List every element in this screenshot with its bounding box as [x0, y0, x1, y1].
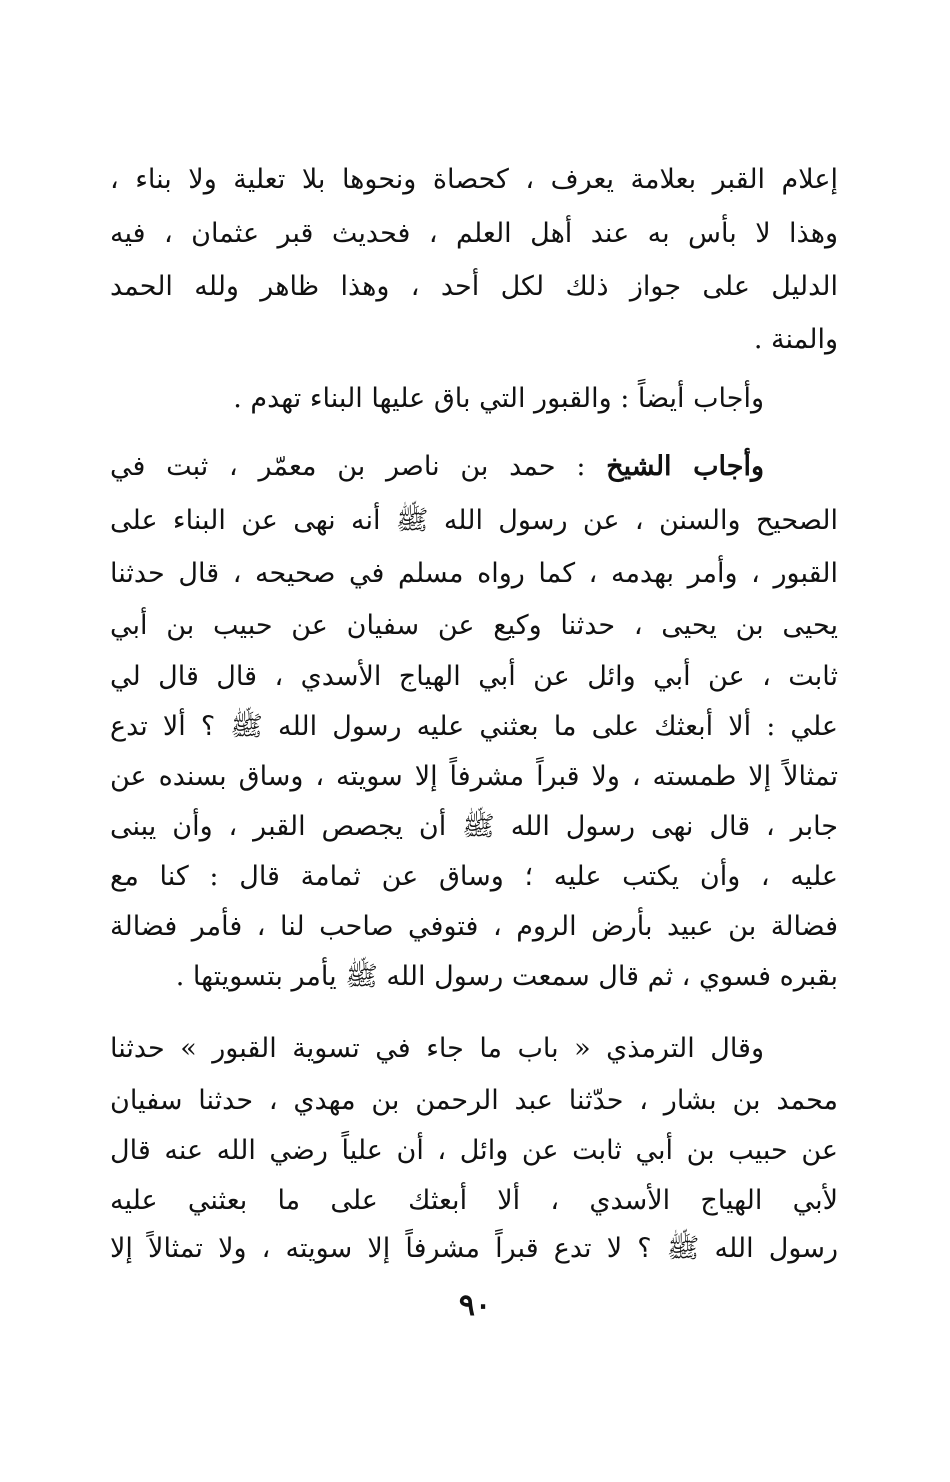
paragraph-lead: وأجاب الشيخ: [606, 451, 764, 482]
text-line: عليه ، وأن يكتب عليه ؛ وساق عن ثمامة قال : كنا مع: [110, 861, 838, 892]
text-line: فضالة بن عبيد بأرض الروم ، فتوفي صاحب لنا ، فأمر فضالة: [110, 911, 838, 942]
text-line: محمد بن بشار ، حدّثنا عبد الرحمن بن مهدي ، حدثنا سفيان: [110, 1085, 838, 1116]
text-line: عن حبيب بن أبي ثابت عن وائل ، أن علياً رضي الله عنه قال: [110, 1135, 838, 1166]
text-line: وقال الترمذي « باب ما جاء في تسوية القبور » حدثنا: [110, 1033, 764, 1064]
text-line: ثابت ، عن أبي وائل عن أبي الهياج الأسدي ، قال قال لي: [110, 661, 838, 692]
page-number: ٩٠: [458, 1288, 492, 1323]
text-line: وأجاب أيضاً : والقبور التي باق عليها البناء تهدم .: [233, 383, 764, 414]
text-line: إعلام القبر بعلامة يعرف ، كحصاة ونحوها بلا تعلية ولا بناء ،: [110, 164, 838, 195]
text-line: القبور ، وأمر بهدمه ، كما رواه مسلم في صحيحه ، قال حدثنا: [110, 558, 838, 589]
text-line: الدليل على جواز ذلك لكل أحد ، وهذا ظاهر ولله الحمد: [110, 271, 838, 302]
text-line: رسول الله ﷺ ؟ لا تدع قبراً مشرفاً إلا سويته ، ولا تمثالاً إلا: [110, 1233, 838, 1264]
lead-continuation: : حمد بن ناصر بن معمّر ، ثبت في: [110, 451, 607, 482]
text-line: بقبره فسوي ، ثم قال سمعت رسول الله ﷺ يأمر بتسويتها .: [175, 961, 838, 992]
text-line: جابر ، قال نهى رسول الله ﷺ أن يجصص القبر ، وأن يبنى: [110, 811, 838, 842]
text-line: الصحيح والسنن ، عن رسول الله ﷺ أنه نهى عن البناء على: [110, 505, 838, 536]
text-line: وهذا لا بأس به عند أهل العلم ، فحديث قبر عثمان ، فيه: [110, 218, 838, 249]
text-line-with-lead: [110, 440, 764, 494]
text-line: لأبي الهياج الأسدي ، ألا أبعثك على ما بعثني عليه: [110, 1185, 838, 1216]
text-line: يحيى بن يحيى ، حدثنا وكيع عن سفيان عن حبيب بن أبي: [110, 610, 838, 641]
text-line: علي : ألا أبعثك على ما بعثني عليه رسول الله ﷺ ؟ ألا تدع: [110, 711, 838, 742]
text-line: والمنة .: [753, 324, 838, 355]
text-line: تمثالاً إلا طمسته ، ولا قبراً مشرفاً إلا سويته ، وساق بسنده عن: [110, 761, 838, 792]
